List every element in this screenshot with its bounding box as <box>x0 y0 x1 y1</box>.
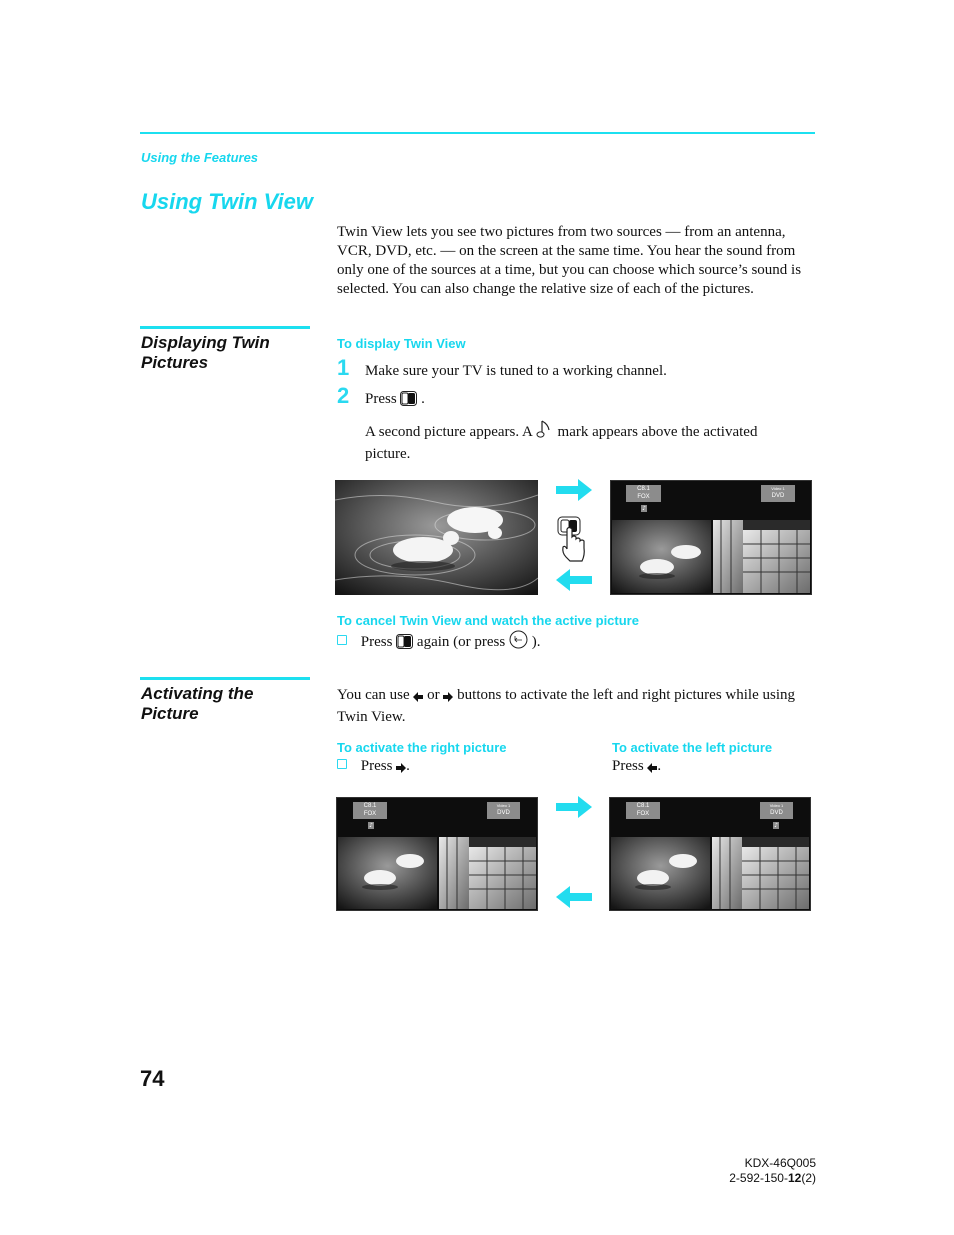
osd-right-source: Video 1 DVD <box>487 802 520 819</box>
activate-right-step: Press . <box>337 757 410 779</box>
page-title: Using Twin View <box>141 189 313 214</box>
arrow-left-icon <box>647 760 657 779</box>
osd-left-channel: C8.1 FOX <box>626 802 660 819</box>
activate-intro: You can use or buttons to activate the left and right pictures while using Twin View. <box>337 687 795 725</box>
arrow-right-icon <box>396 760 406 779</box>
active-sound-mark: ♪ <box>369 822 373 829</box>
twin-view-screen-2 <box>336 797 538 911</box>
osd-right-source: Video 1 DVD <box>761 485 795 502</box>
arrow-left-icon <box>556 886 592 913</box>
return-button-icon <box>509 630 528 655</box>
osd-left-channel: C8.1 FOX <box>626 485 661 502</box>
right-picture <box>713 520 810 593</box>
step-2-result: A second picture appears. A mark appears above the activated picture. <box>365 419 805 464</box>
bullet-icon <box>337 635 347 645</box>
note-icon <box>536 419 554 445</box>
arrow-right-icon <box>556 796 592 823</box>
step-2-number: 2 <box>337 383 350 408</box>
step-1-number: 1 <box>337 355 350 380</box>
left-picture <box>611 837 710 909</box>
step-2-text: Press . <box>365 390 425 412</box>
subhead-activate-right: To activate the right picture <box>337 740 507 755</box>
arrow-left-icon <box>413 689 423 708</box>
left-picture <box>612 520 711 593</box>
left-picture <box>338 837 437 909</box>
arrow-right-icon <box>443 689 453 708</box>
section-rule-display <box>140 326 310 329</box>
twin-view-screen-1 <box>610 480 812 595</box>
activate-left-step: Press . <box>612 757 661 779</box>
footer-code: 2-592-150-12(2) <box>729 1171 816 1185</box>
top-rule <box>140 132 815 134</box>
bullet-icon <box>337 759 347 769</box>
right-picture <box>439 837 536 909</box>
duck-photo <box>335 480 538 595</box>
section-rule-activate <box>140 677 310 680</box>
arrow-right-icon <box>556 479 592 506</box>
section-kicker: Using the Features <box>141 150 259 165</box>
twin-view-icon <box>396 634 413 655</box>
right-picture <box>712 837 809 909</box>
active-sound-mark: ♪ <box>774 822 778 829</box>
section-heading-activate: Activating the Picture <box>141 684 254 723</box>
arrow-left-icon <box>556 569 592 596</box>
step-1-text: Make sure your TV is tuned to a working channel. <box>365 363 667 379</box>
osd-left-channel: C8.1 FOX <box>353 802 387 819</box>
hand-press-icon <box>556 515 588 568</box>
active-sound-mark: ♪ <box>642 505 646 512</box>
footer-model: KDX-46Q005 <box>744 1156 816 1170</box>
subhead-display: To display Twin View <box>337 336 466 351</box>
section-heading-display: Displaying Twin Pictures <box>141 333 270 372</box>
osd-right-source: Video 1 DVD <box>760 802 793 819</box>
subhead-activate-left: To activate the left picture <box>612 740 773 755</box>
cancel-step: Press again (or press ). <box>337 630 540 655</box>
page-number: 74 <box>140 1066 165 1091</box>
twin-view-screen-3 <box>609 797 811 911</box>
subhead-cancel: To cancel Twin View and watch the active picture <box>337 613 639 628</box>
intro-paragraph: Twin View lets you see two pictures from two sources — from an antenna, VCR, DVD, etc. — on the screen at the same time. You hear the sound from only one of the sources at a time, but you can choose which source’s sound is selected. You can also change the relative size of each of the pictures. <box>337 224 802 297</box>
twin-view-icon <box>400 391 417 412</box>
